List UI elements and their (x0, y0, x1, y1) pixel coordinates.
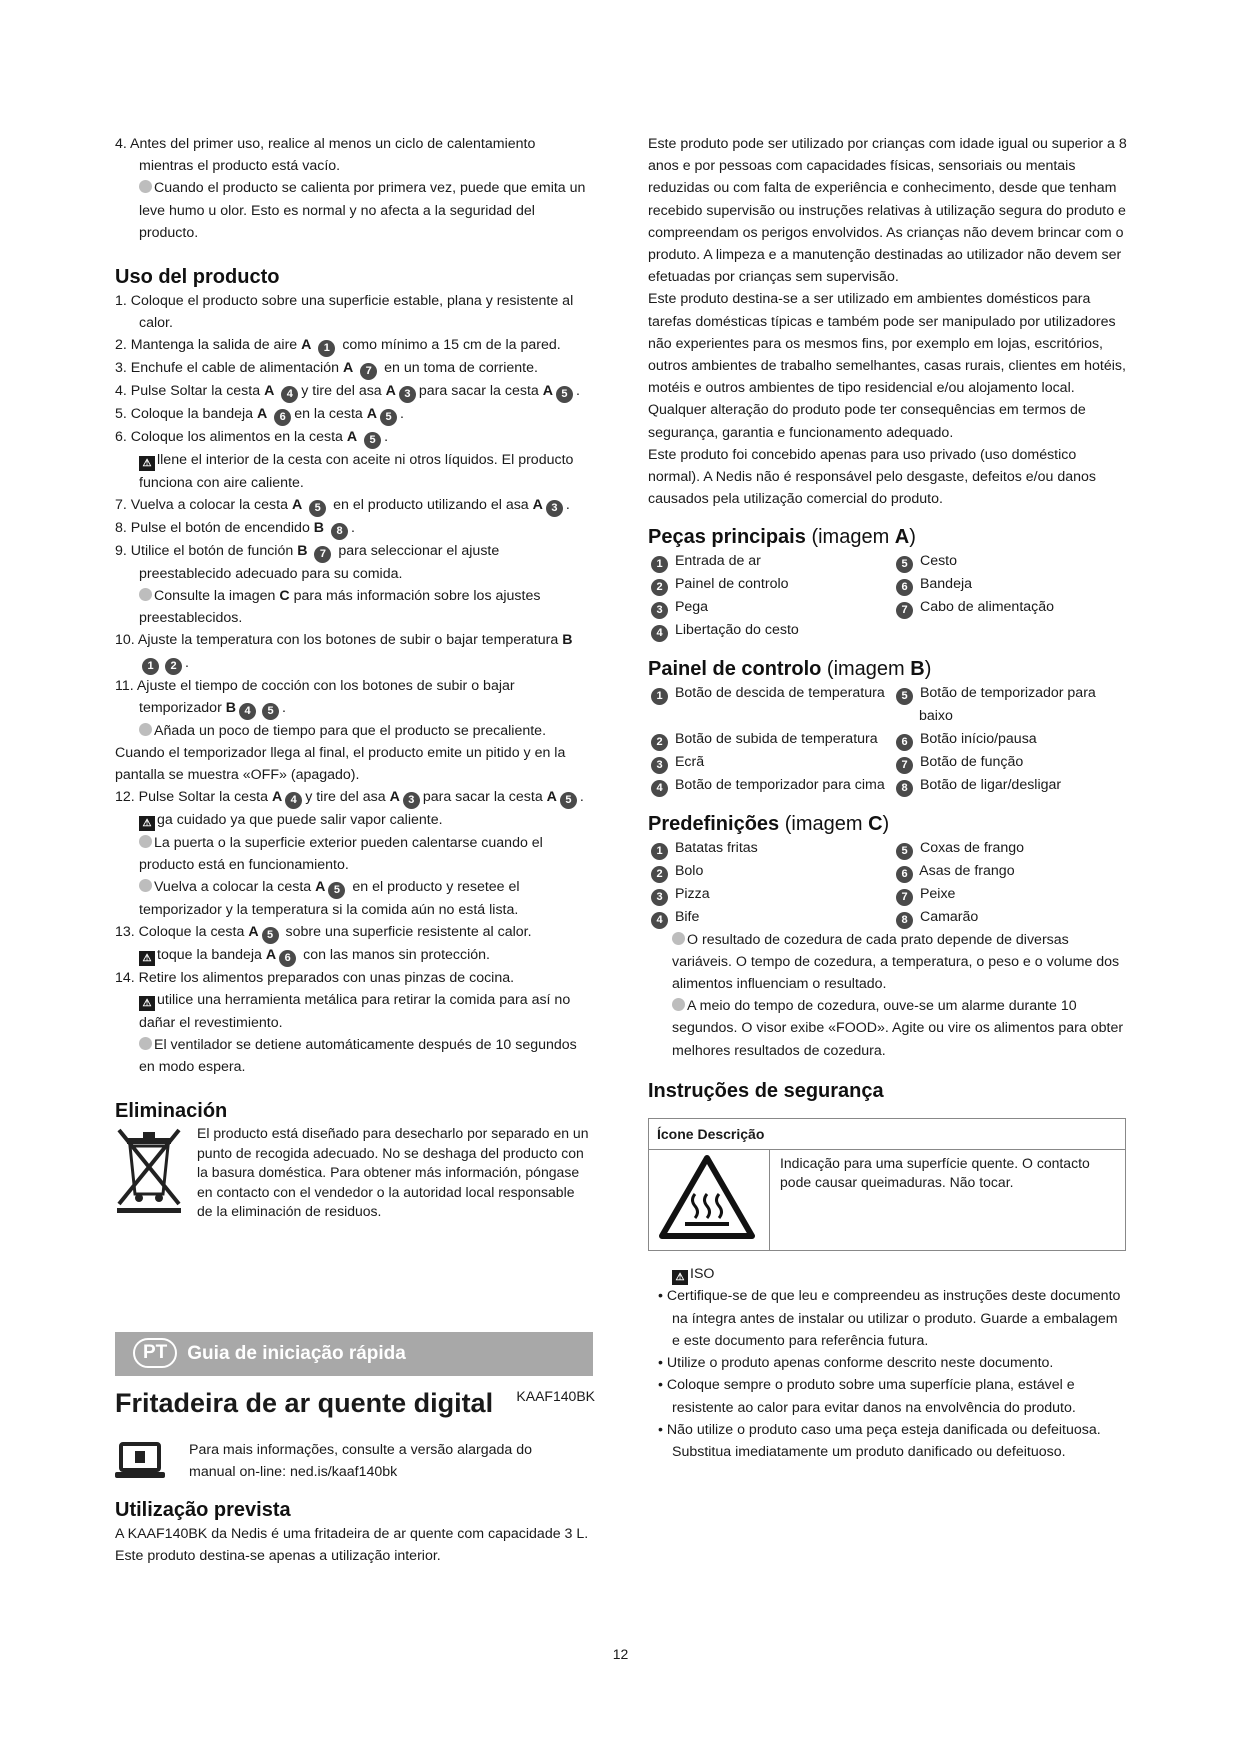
list-item: 2 Bolo (648, 860, 893, 883)
section-title-utilizacao: Utilização prevista (115, 1499, 291, 1521)
intended-use-2: Este produto destina-se apenas a utilização interior. (115, 1548, 441, 1565)
step-12-note-2: Vuelva a colocar la cesta A 5 en el producto y resetee el temporizador y la temperatura si la comida aún no está lista. (139, 879, 520, 919)
warning-icon: ⚠ (139, 816, 155, 831)
section-title-eliminacion: Eliminación (115, 1100, 228, 1123)
list-item: • Coloque sempre o produto sobre uma superfície plana, estável e resistente ao calor para evitar danos na envolvência do produto. (658, 1377, 1076, 1416)
info-icon (672, 998, 685, 1011)
list-item: • Não utilize o produto caso uma peça esteja danificada ou defeituosa. Substitua imediatamente um produto danificado ou defeituoso. (658, 1421, 1101, 1460)
step-6-warning: ⚠ llene el interior de la cesta con aceite ni otros líquidos. El producto funciona con aire caliente. (139, 452, 574, 491)
step-3: 3. Enchufe el cable de alimentación A 7 en un toma de corriente. (115, 357, 595, 380)
info-icon (139, 588, 152, 601)
page-number: 12 (612, 1646, 629, 1662)
list-item: 1 Entrada de ar (648, 550, 893, 573)
step-2: 2. Mantenga la salida de aire A 1 como mínimo a 15 cm de la pared. (115, 334, 595, 357)
number-badge: 6 (279, 950, 296, 967)
model-number: KAAF140BK (516, 1388, 595, 1404)
number-badge: 1 (651, 843, 668, 860)
panel-list (648, 682, 1128, 796)
table-description: Indicação para uma superfície quente. O contacto pode causar queimaduras. Não tocar. (780, 1155, 1090, 1191)
list-item: 4 Botão de temporizador para cima (648, 774, 893, 797)
laptop-manual-icon (115, 1441, 165, 1481)
number-badge: 3 (546, 500, 563, 517)
list-item: 4 Libertação do cesto (648, 619, 893, 642)
number-badge: 6 (896, 579, 913, 596)
product-title: Fritadeira de ar quente digital (115, 1388, 494, 1418)
warning-icon: ⚠ (139, 996, 155, 1011)
number-badge: 7 (314, 546, 331, 563)
presets-list (648, 837, 1128, 929)
info-icon (139, 835, 152, 848)
section-title-presets: Predefinições (imagem C) (648, 812, 890, 835)
list-item: 1 Botão de descida de temperatura (648, 682, 893, 727)
step-14-warning: ⚠ utilice una herramienta metálica para retirar la comida para así no dañar el revestimiento. (139, 992, 571, 1031)
disposal-block (115, 1124, 595, 1222)
list-item: 1 Batatas fritas (648, 837, 893, 860)
product-title-block (115, 1388, 595, 1567)
list-item: 5 Botão de temporizador para baixo (893, 682, 1128, 727)
step-4-note: Cuando el producto se calienta por primera vez, puede que emita un leve humo u olor. Esto es normal y no afecta a la seguridad del producto. (139, 180, 586, 241)
number-badge: 8 (331, 523, 348, 540)
table-header: Ícone Descrição (649, 1118, 1126, 1149)
step-9-note: Consulte la imagen C para más información sobre los ajustes preestablecidos. (139, 588, 541, 627)
right-column (648, 133, 1128, 1463)
number-badge: 5 (380, 409, 397, 426)
warning-icon: ⚠ (672, 1270, 688, 1285)
presets-note-1: O resultado de cozedura de cada prato depende de diversas variáveis. O tempo de cozedura, a temperatura, o peso e o volume dos alimentos influenciam o resultado. (672, 931, 1120, 993)
number-badge: 4 (651, 912, 668, 929)
number-badge: 3 (651, 602, 668, 619)
step-11-end: Cuando el temporizador llega al final, el producto emite un pitido y en la pantalla se muestra «OFF» (apagado). (115, 745, 566, 784)
number-badge: 6 (896, 866, 913, 883)
number-badge: 8 (896, 912, 913, 929)
step-4-intro: 4. Antes del primer uso, realice al menos un ciclo de calentamiento (115, 136, 536, 152)
list-item: 3 Pega (648, 596, 893, 619)
number-badge: 5 (328, 882, 345, 899)
language-banner (115, 1332, 593, 1376)
info-icon (139, 180, 152, 193)
number-badge: 5 (896, 843, 913, 860)
info-icon (139, 723, 152, 736)
number-badge: 1 (651, 688, 668, 705)
banner-title: Guia de iniciação rápida (187, 1343, 406, 1364)
info-icon (139, 1037, 152, 1050)
number-badge: 2 (651, 579, 668, 596)
number-badge: 5 (896, 556, 913, 573)
section-title-panel: Painel de controlo (imagem B) (648, 658, 932, 681)
presets-note-2: A meio do tempo de cozedura, ouve-se um alarme durante 10 segundos. O visor exibe «FOOD». Agite ou vire os alimentos para obter melhores resultados de cozedura. (672, 998, 1124, 1059)
info-icon (139, 879, 152, 892)
para-alteration: Qualquer alteração do produto pode ter consequências em termos de segurança, garantia e funcionamento adequado. (648, 402, 1086, 441)
number-badge: 6 (896, 734, 913, 751)
info-icon (672, 932, 685, 945)
step-7: 7. Vuelva a colocar la cesta A 5 en el producto utilizando el asa A 3 . (115, 494, 595, 517)
number-badge: 2 (651, 734, 668, 751)
step-10: 10. Ajuste la temperatura con los botones de subir o bajar temperatura B1 2 . (115, 629, 595, 674)
step-1: 1. Coloque el producto sobre una superficie estable, plana y resistente al calor. (115, 293, 574, 332)
list-item: 3 Pizza (648, 883, 893, 906)
list-item: 4 Bife (648, 906, 893, 929)
step-6: 6. Coloque los alimentos en la cesta A 5 . (115, 426, 595, 449)
list-item: 7 Botão de função (893, 751, 1128, 774)
list-item: 7 Cabo de alimentação (893, 596, 1128, 619)
list-item: 5 Cesto (893, 550, 1128, 573)
warning-icon: ⚠ (139, 951, 155, 966)
step-4: 4. Pulse Soltar la cesta A 4 y tire del asa A 3 para sacar la cesta A 5 . (115, 380, 595, 403)
number-badge: 1 (142, 658, 159, 675)
step-14: 14. Retire los alimentos preparados con unas pinzas de cocina. (115, 970, 515, 987)
number-badge: 5 (262, 927, 279, 944)
step-8: 8. Pulse el botón de encendido B 8 . (115, 517, 595, 540)
safety-table (648, 1118, 1126, 1251)
number-badge: 5 (262, 703, 279, 720)
step-11: 11. Ajuste el tiempo de cocción con los botones de subir o bajar temporizador B 4 5 . (115, 675, 595, 720)
list-item: • Certifique-se de que leu e compreendeu as instruções deste documento na íntegra antes de instalar ou utilizar o produto. Guarde a embalagem e este documento para referência futura. (658, 1288, 1121, 1349)
number-badge: 3 (403, 792, 420, 809)
list-item: 6 Botão início/pausa (893, 728, 1128, 751)
number-badge: 4 (651, 780, 668, 797)
list-item: 5 Coxas de frango (893, 837, 1128, 860)
warning-icon: ⚠ (139, 456, 155, 471)
number-badge: 5 (309, 500, 326, 517)
list-item: 6 Asas de frango (893, 860, 1128, 883)
number-badge: 7 (360, 363, 377, 380)
step-13: 13. Coloque la cesta A 5 sobre una superficie resistente al calor. (115, 921, 595, 944)
weee-bin-icon (115, 1124, 183, 1214)
hot-surface-warning-icon (659, 1154, 755, 1240)
number-badge: 6 (274, 409, 291, 426)
language-code: PT (133, 1338, 177, 1368)
number-badge: 7 (896, 889, 913, 906)
list-item: 6 Bandeja (893, 573, 1128, 596)
list-item: 2 Botão de subida de temperatura (648, 728, 893, 751)
list-item: 8 Camarão (893, 906, 1128, 929)
number-badge: 8 (896, 780, 913, 797)
list-item: 3 Ecrã (648, 751, 893, 774)
step-12: 12. Pulse Soltar la cesta A 4 y tire del asa A 3 para sacar la cesta A 5 . (115, 786, 595, 809)
list-item: • Utilize o produto apenas conforme descrito neste documento. (658, 1355, 1054, 1372)
step-12-warning: ⚠ ga cuidado ya que puede salir vapor caliente. (115, 809, 595, 831)
number-badge: 5 (556, 386, 573, 403)
number-badge: 7 (896, 602, 913, 619)
list-item: 2 Painel de controlo (648, 573, 893, 596)
number-badge: 1 (651, 556, 668, 573)
number-badge: 4 (239, 703, 256, 720)
para-private: Este produto foi concebido apenas para uso privado (uso doméstico normal). A Nedis não é responsável pelo desgaste, defeitos e/ou danos causados pela utilização comercial do produto. (648, 446, 1096, 508)
number-badge: 4 (281, 386, 298, 403)
number-badge: 5 (896, 688, 913, 705)
list-item: 7 Peixe (893, 883, 1128, 906)
para-children: Este produto pode ser utilizado por crianças com idade igual ou superior a 8 anos e por pessoas com capacidades físicas, sensoriais ou mentais reduzidas ou com falta de experiência e conhecimento, desde que tenham recebido supervisão ou instruções relativas à utilização segura do produto e compreendam os perigos envolvidos. As crianças não devem brincar com o produto. A limpeza e a manutenção destinadas ao utilizador não devem ser efetuadas por crianças sem supervisão. (648, 136, 1127, 286)
step-13-warning: ⚠ toque la bandeja A 6 con las manos sin protección. (115, 944, 595, 967)
number-badge: 3 (651, 757, 668, 774)
number-badge: 7 (896, 757, 913, 774)
step-11-note: Añada un poco de tiempo para que el producto se precaliente. (115, 720, 595, 742)
list-item: 8 Botão de ligar/desligar (893, 774, 1128, 797)
number-badge: 3 (651, 889, 668, 906)
number-badge: 2 (651, 866, 668, 883)
parts-list (648, 550, 1128, 642)
section-title-safety: Instruções de segurança (648, 1079, 884, 1102)
step-5: 5. Coloque la bandeja A 6 en la cesta A 5 . (115, 403, 595, 426)
disposal-text: El producto está diseñado para desecharlo por separado en un punto de recogida adecuado. No se deshaga del producto con la basura doméstica. Para obtener más información, póngase en contacto con el vendedor o la autoridad local responsable de la eliminación de residuos. (197, 1125, 589, 1220)
step-14-note: El ventilador se detiene automáticamente después de 10 segundos en modo espera. (139, 1036, 577, 1076)
para-domestic: Este produto destina-se a ser utilizado em ambientes domésticos para tarefas domésticas típicas e também pode ser manipulado por utilizadores não experientes para os mesmos fins, por exemplo em lojas, escritórios, outros ambientes de trabalho semelhantes, casas rurais, clientes em hotéis, motéis e outros ambientes de tipo residencial e/ou alojamento local. (648, 291, 1126, 397)
number-badge: 4 (651, 625, 668, 642)
safety-bullets (648, 1285, 1128, 1463)
number-badge: 5 (364, 432, 381, 449)
step-9: 9. Utilice el botón de función B 7 para seleccionar el ajuste preestablecido adecuado para su comida. (115, 542, 500, 582)
intended-use-1: A KAAF140BK da Nedis é uma fritadeira de ar quente com capacidade 3 L. (115, 1526, 589, 1542)
number-badge: 2 (165, 658, 182, 675)
section-title-parts: Peças principais (imagem A) (648, 526, 916, 549)
number-badge: 4 (285, 792, 302, 809)
number-badge: 3 (399, 386, 416, 403)
manual-link-text: Para mais informações, consulte a versão alargada do manual on-line: ned.is/kaaf140bk (189, 1442, 533, 1480)
number-badge: 5 (560, 792, 577, 809)
section-title-uso: Uso del producto (115, 266, 280, 289)
number-badge: 1 (318, 340, 335, 357)
left-column: 4. Antes del primer uso, realice al menos un ciclo de calentamiento mientras el producto está vacío. Cuando el producto se calienta por primera vez, puede que emita un leve humo u olor. Esto es normal y no afecta a la seguridad del producto. Uso del producto 1. Coloque el producto sobre una superficie estable, plana y resistente al calor. 2. Mantenga la salida de aire A 1 como mínimo a 15 cm de la pared. 3. Enchufe el cable de alimentación A 7 en un toma de corriente. 4. Pulse Soltar la cesta A 4 y tire del asa A 3 para sacar la cesta A 5 . 5. Coloque la bandeja A 6 en la cesta A 5 . 6. Coloque los alimentos en la cesta A 5 . ⚠ llene el interior de la cesta con aceite ni otros líquidos. El producto funciona con aire caliente. 7. Vuelva a colocar la cesta A 5 en el producto utilizando el asa A 3 . 8. Pulse el botón de encendido B 8 . 9. Utilice el botón de función B 7 para seleccionar el ajuste preestablecido adecuado para su comida. Consulte la imagen C para más información sobre los ajustes preestablecidos. 10. Ajuste la temperatura con los botones de subir o bajar temperatura B1 2 . 11. Ajuste el tiempo de cocción con los botones de subir o bajar temporizador B 4 5 . Añada un poco de tiempo para que el producto se precaliente. Cuando el temporizador llega al final, el producto emite un pitido y en la pantalla se muestra «OFF» (apagado). 12. Pulse Soltar la cesta A 4 y tire del asa A 3 para sacar la cesta A 5 . ⚠ ga cuidado ya que puede salir vapor caliente. La puerta o la superficie exterior pueden calentarse cuando el producto está en funcionamiento. Vuelva a colocar la cesta A 5 en el producto y resetee el temporizador y la temperatura si la comida aún no está lista. 13. Coloque la cesta A 5 sobre una superficie resistente al calor. ⚠ toque la bandeja A 6 con las manos sin protección. 14. Retire los alimentos preparados con unas pinzas de cocina. ⚠ utilice una herramienta metálica para retirar la comida para así no dañar el revestimiento. El ventilador se detiene automáticamente después de 10 segundos en modo espera. Eliminación El producto está diseñado para desecharlo por separado en un punto de recogida adecuado. No se deshaga del producto con la basura doméstica. Para obtener más información, póngase en contacto con el vendedor o la autoridad local responsable de la eliminación de residuos. (115, 133, 595, 1222)
aviso-label: ⚠ ISO (648, 1263, 1128, 1285)
step-12-note-1: La puerta o la superficie exterior pueden calentarse cuando el producto está en funcionamiento. (139, 834, 543, 873)
